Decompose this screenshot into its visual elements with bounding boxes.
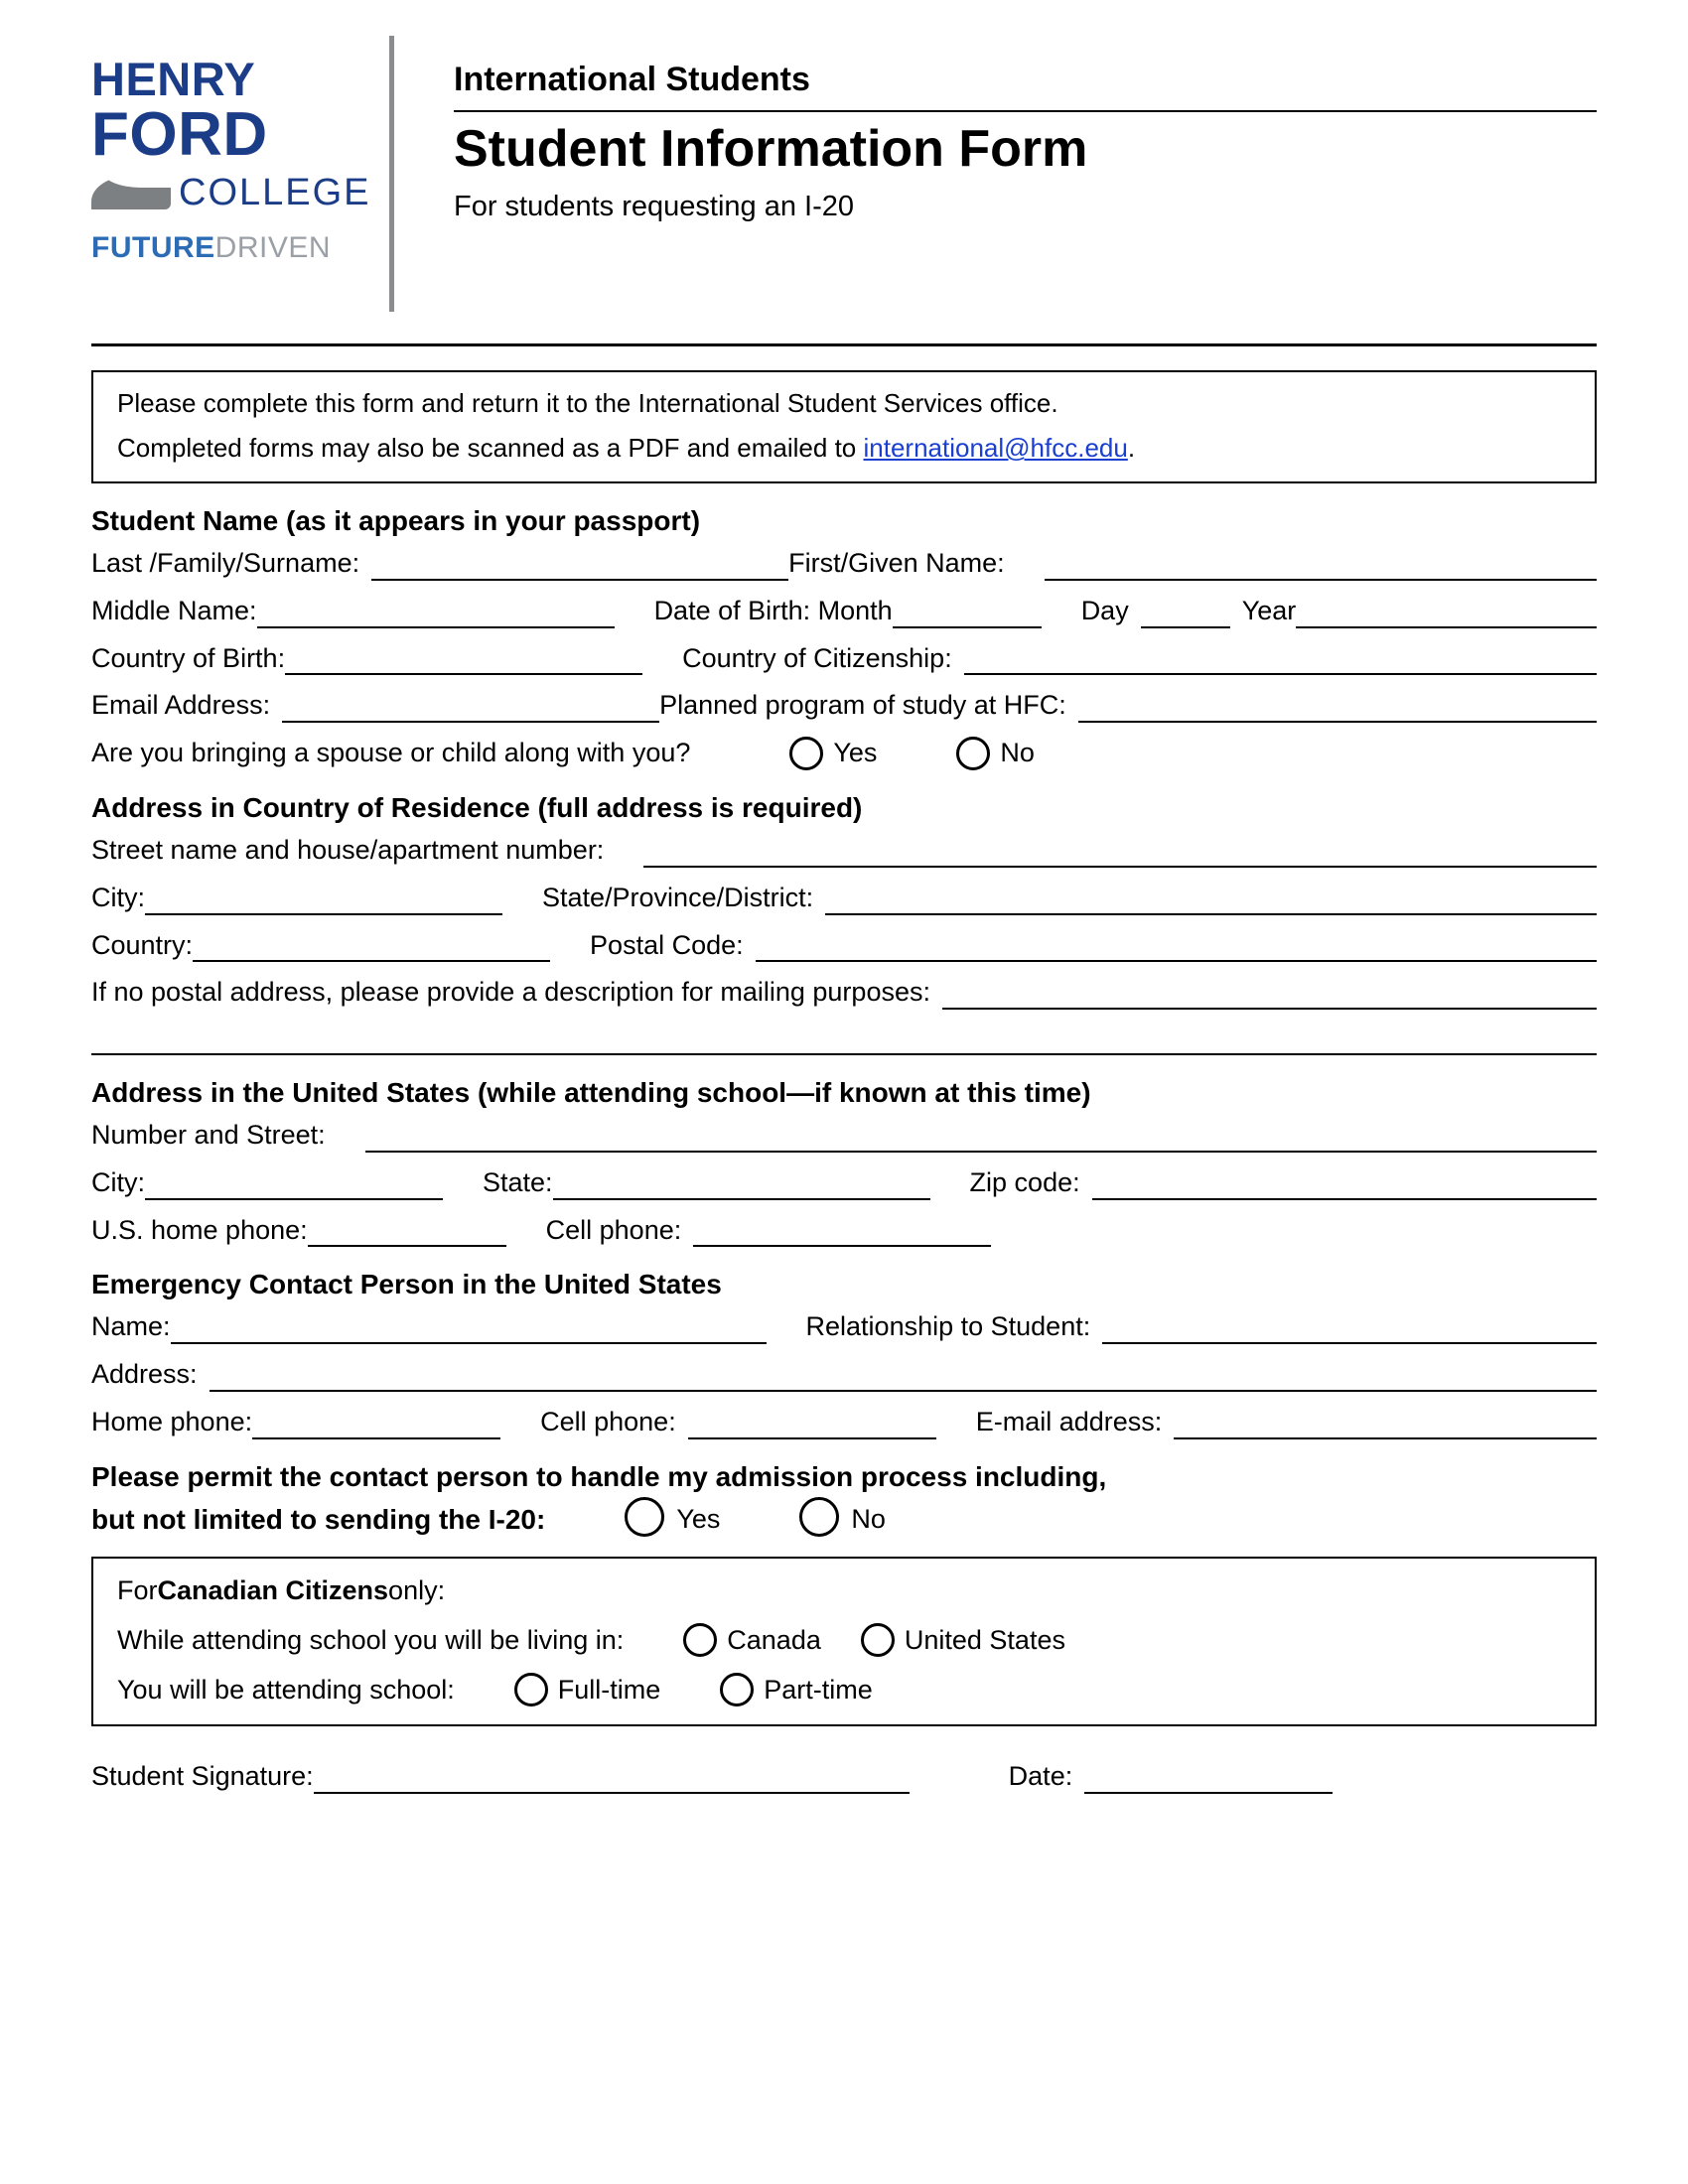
input-emergency-home-phone[interactable] xyxy=(252,1412,500,1439)
label-us-city: City: xyxy=(91,1166,145,1197)
label-emergency-address: Address: xyxy=(91,1359,198,1390)
input-no-postal-description-line2[interactable] xyxy=(91,1024,1597,1055)
label-planned-program: Planned program of study at HFC: xyxy=(659,690,1066,721)
label-us-number-street: Number and Street: xyxy=(91,1120,326,1151)
logo-line-college: COLLEGE xyxy=(179,172,371,213)
row-signature xyxy=(91,1760,1597,1794)
row-residence-no-postal xyxy=(91,976,1597,1010)
logo-line-henry: HENRY xyxy=(91,53,256,105)
input-planned-program[interactable] xyxy=(1078,695,1597,723)
header-bottom-rule xyxy=(91,343,1597,346)
radio-attending-full-time[interactable] xyxy=(514,1673,548,1706)
input-emergency-relationship[interactable] xyxy=(1102,1316,1597,1344)
input-emergency-address[interactable] xyxy=(210,1364,1597,1392)
input-residence-street[interactable] xyxy=(643,840,1597,868)
label-emergency-relationship: Relationship to Student: xyxy=(805,1311,1091,1342)
row-us-number-street xyxy=(91,1119,1597,1153)
input-signature-date[interactable] xyxy=(1084,1766,1333,1794)
row-us-city-state-zip xyxy=(91,1166,1597,1200)
label-dob-month: Date of Birth: Month xyxy=(653,595,893,625)
input-emergency-name[interactable] xyxy=(171,1316,767,1344)
notice-line-1: Please complete this form and return it to the International Student Services office. xyxy=(117,388,1058,418)
radio-dependents-no[interactable] xyxy=(956,737,990,770)
label-attending-part-time: Part-time xyxy=(764,1674,873,1705)
label-dependents-question: Are you bringing a spouse or child along with you? xyxy=(91,738,691,768)
row-us-phones xyxy=(91,1214,1597,1248)
page-content xyxy=(91,28,1597,1808)
canadian-heading-prefix: For xyxy=(117,1574,158,1605)
header-text-block xyxy=(394,28,1597,223)
row-canadian-heading xyxy=(117,1574,1571,1608)
section-title-student-name: Student Name (as it appears in your passport) xyxy=(91,505,701,537)
label-dob-day: Day xyxy=(1080,595,1129,625)
input-first-name[interactable] xyxy=(1045,553,1597,581)
email-link[interactable]: international@hfcc.edu xyxy=(863,433,1128,464)
input-us-home-phone[interactable] xyxy=(308,1219,506,1247)
input-dob-day[interactable] xyxy=(1141,601,1230,628)
header-subtitle: For students requesting an I-20 xyxy=(454,190,855,222)
label-emergency-email: E-mail address: xyxy=(975,1406,1163,1436)
radio-attending-part-time[interactable] xyxy=(720,1673,754,1706)
label-emergency-cell-phone: Cell phone: xyxy=(540,1406,676,1436)
label-permission-yes: Yes xyxy=(676,1503,721,1534)
label-no-postal-description: If no postal address, please provide a description for mailing purposes: xyxy=(91,977,930,1008)
header-rule xyxy=(454,110,1597,112)
section-title-residence-address: Address in Country of Residence (full address is required) xyxy=(91,792,863,824)
label-residence-postal: Postal Code: xyxy=(590,929,744,960)
canadian-heading-bold: Canadian Citizens xyxy=(157,1574,389,1605)
notice-line-2 xyxy=(117,431,1571,466)
logo-line-ford: FORD xyxy=(91,100,268,169)
label-dependents-no: No xyxy=(1000,738,1035,768)
input-emergency-cell-phone[interactable] xyxy=(688,1412,936,1439)
row-middle-name-dob xyxy=(91,595,1597,628)
notice-line-2-prefix: Completed forms may also be scanned as a PDF and emailed to xyxy=(117,433,864,464)
notice-line-2-suffix: . xyxy=(1127,433,1136,464)
section-title-emergency-contact: Emergency Contact Person in the United States xyxy=(91,1269,722,1300)
label-attending-full-time: Full-time xyxy=(557,1674,661,1705)
input-residence-city[interactable] xyxy=(145,887,502,915)
label-country-of-citizenship: Country of Citizenship: xyxy=(682,642,952,673)
permission-statement-line-2: but not limited to sending the I-20: xyxy=(91,1503,546,1535)
permission-statement-line-1: Please permit the contact person to handle my admission process including, xyxy=(91,1460,1107,1492)
input-email-address[interactable] xyxy=(282,695,659,723)
input-student-signature[interactable] xyxy=(314,1766,910,1794)
section-title-us-address: Address in the United States (while attending school—if known at this time) xyxy=(91,1077,1091,1109)
row-email-program xyxy=(91,689,1597,723)
label-living-united-states: United States xyxy=(904,1624,1065,1655)
input-country-of-birth[interactable] xyxy=(285,647,642,675)
input-us-number-street[interactable] xyxy=(365,1125,1597,1153)
row-dependents-question xyxy=(91,737,1597,770)
row-emergency-phones-email xyxy=(91,1406,1597,1439)
input-us-city[interactable] xyxy=(145,1172,443,1200)
row-residence-country-postal xyxy=(91,929,1597,963)
label-last-name: Last /Family/Surname: xyxy=(91,548,360,579)
input-middle-name[interactable] xyxy=(257,601,615,628)
input-residence-state[interactable] xyxy=(825,887,1597,915)
notice-box xyxy=(91,370,1597,483)
label-us-state: State: xyxy=(483,1166,553,1197)
row-emergency-address xyxy=(91,1358,1597,1392)
radio-living-canada[interactable] xyxy=(683,1623,717,1657)
page-title: Student Information Form xyxy=(454,119,1088,178)
label-residence-state: State/Province/District: xyxy=(542,882,814,912)
input-country-of-citizenship[interactable] xyxy=(964,647,1597,675)
label-student-signature: Student Signature: xyxy=(91,1761,314,1792)
radio-dependents-yes[interactable] xyxy=(789,737,823,770)
swoosh-icon xyxy=(91,176,171,209)
row-canadian-living xyxy=(117,1623,1571,1657)
label-signature-date: Date: xyxy=(1008,1761,1073,1792)
logo-tagline xyxy=(91,231,389,265)
label-permission-no: No xyxy=(851,1503,886,1534)
canadian-heading-suffix: only: xyxy=(388,1574,446,1605)
logo-college-row xyxy=(91,168,389,221)
document-header xyxy=(91,28,1597,326)
label-residence-street: Street name and house/apartment number: xyxy=(91,835,605,866)
label-canadian-living: While attending school you will be living in: xyxy=(117,1624,625,1655)
row-residence-city-state xyxy=(91,882,1597,915)
label-us-zip: Zip code: xyxy=(969,1166,1080,1197)
input-dob-month[interactable] xyxy=(893,601,1042,628)
row-country-birth-citizenship xyxy=(91,642,1597,676)
label-us-home-phone: U.S. home phone: xyxy=(91,1214,308,1245)
label-country-of-birth: Country of Birth: xyxy=(91,642,286,673)
input-no-postal-description[interactable] xyxy=(942,982,1597,1010)
row-emergency-name-relationship xyxy=(91,1310,1597,1344)
label-dob-year: Year xyxy=(1241,595,1297,625)
label-email-address: Email Address: xyxy=(91,690,271,721)
input-residence-country[interactable] xyxy=(193,934,550,962)
row-permission-statement xyxy=(91,1497,1597,1537)
input-emergency-email[interactable] xyxy=(1174,1412,1597,1439)
row-canadian-attending xyxy=(117,1673,1571,1706)
label-emergency-home-phone: Home phone: xyxy=(91,1406,253,1436)
label-living-canada: Canada xyxy=(727,1624,821,1655)
logo-tagline-light: DRIVEN xyxy=(214,231,332,264)
hfc-logo xyxy=(91,28,389,265)
label-first-name: First/Given Name: xyxy=(788,548,1005,579)
label-us-cell-phone: Cell phone: xyxy=(545,1214,682,1245)
row-last-first-name xyxy=(91,547,1597,581)
radio-living-united-states[interactable] xyxy=(861,1623,895,1657)
label-emergency-name: Name: xyxy=(91,1311,171,1342)
header-eyebrow: International Students xyxy=(454,61,810,98)
radio-permission-yes[interactable] xyxy=(625,1497,664,1537)
logo-tagline-bold: FUTURE xyxy=(91,231,215,264)
label-residence-city: City: xyxy=(91,882,145,912)
label-middle-name: Middle Name: xyxy=(91,595,257,625)
input-last-name[interactable] xyxy=(371,553,788,581)
radio-permission-no[interactable] xyxy=(799,1497,839,1537)
label-dependents-yes: Yes xyxy=(833,738,878,768)
input-us-state[interactable] xyxy=(553,1172,930,1200)
label-residence-country: Country: xyxy=(91,929,194,960)
canadian-citizens-box xyxy=(91,1557,1597,1727)
input-us-cell-phone[interactable] xyxy=(693,1219,991,1247)
row-residence-street xyxy=(91,834,1597,868)
input-residence-postal[interactable] xyxy=(756,934,1597,962)
input-dob-year[interactable] xyxy=(1296,601,1597,628)
label-canadian-attending: You will be attending school: xyxy=(117,1674,455,1705)
input-us-zip[interactable] xyxy=(1092,1172,1597,1200)
